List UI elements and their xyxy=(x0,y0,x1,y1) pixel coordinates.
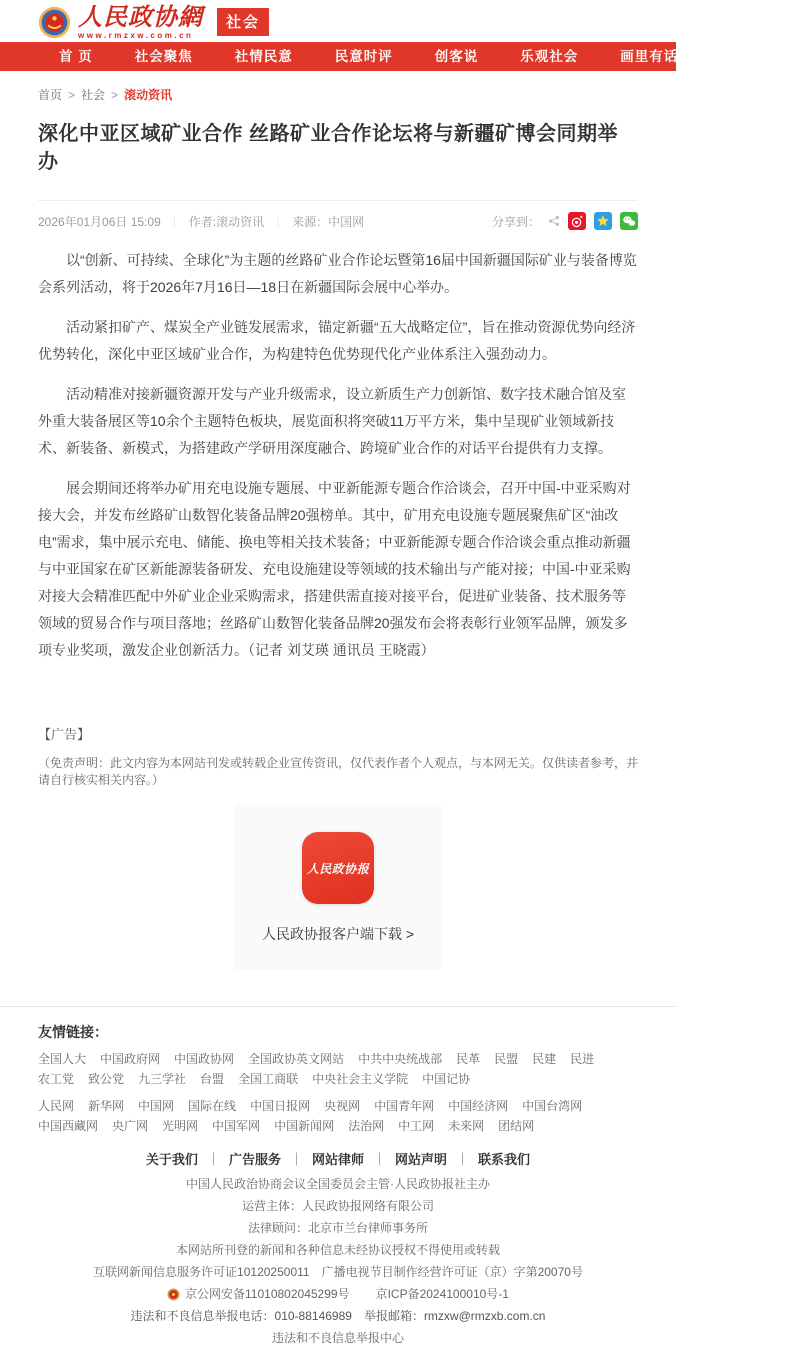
friend-link[interactable]: 法治网 xyxy=(348,1119,385,1133)
nav-item[interactable]: 社情民意 xyxy=(234,49,293,64)
friend-links-title: 友情链接： xyxy=(38,1024,108,1040)
footer-line-sponsor: 中国人民政治协商会议全国委员会主管·人民政协报社主办 xyxy=(186,1177,490,1191)
app-download-link[interactable]: 人民政协报客户端下载 > xyxy=(261,926,415,942)
ad-label: 【广告】 xyxy=(38,727,91,742)
friend-link[interactable]: 央视网 xyxy=(324,1099,361,1113)
breadcrumb-separator: > xyxy=(68,88,76,102)
site-url: www.rmzxw.com.cn xyxy=(78,31,194,40)
breadcrumb-channel[interactable]: 社会 xyxy=(81,88,106,102)
police-badge-icon xyxy=(167,1288,180,1301)
article-source: ｜ 来源：中国网 xyxy=(264,215,364,229)
site-logo[interactable] xyxy=(78,6,203,40)
friend-link[interactable]: 央广网 xyxy=(112,1119,149,1133)
friend-link[interactable]: 民革 xyxy=(456,1052,481,1066)
share-label: 分享到： xyxy=(491,214,540,229)
footer-menu-item[interactable]: 关于我们 xyxy=(145,1152,198,1167)
friend-link[interactable]: 中国记协 xyxy=(422,1072,471,1086)
nav-item[interactable]: 画里有话 xyxy=(620,49,679,64)
article-meta xyxy=(38,213,364,230)
article-paragraph: 以“创新、可持续、全球化”为主题的丝路矿业合作论坛暨第16届中国新疆国际矿业与装备博览会系列活动，将于2026年7月16日—18日在新疆国际会展中心举办。 xyxy=(38,252,637,295)
friend-link[interactable]: 民建 xyxy=(532,1052,557,1066)
article-date: 2026年01月06日 15:09 xyxy=(38,214,161,229)
friend-link[interactable]: 中国军网 xyxy=(212,1119,261,1133)
gongan-beian-link[interactable]: 京公网安备11010802045299号 xyxy=(185,1287,350,1301)
footer-menu xyxy=(38,1149,638,1168)
article-body xyxy=(38,247,638,664)
friend-link[interactable]: 中国经济网 xyxy=(448,1099,509,1113)
friend-link[interactable]: 全国工商联 xyxy=(238,1072,299,1086)
weibo-icon[interactable] xyxy=(568,212,586,230)
friend-link[interactable]: 中国新闻网 xyxy=(274,1119,335,1133)
friend-links-group-2 xyxy=(38,1096,638,1136)
site-name: 人民政协網 xyxy=(78,5,203,31)
nav-item[interactable]: 滚动资讯 xyxy=(720,49,779,64)
app-icon[interactable] xyxy=(302,832,374,904)
footer-line-legal: 法律顾问：北京市兰台律师事务所 xyxy=(247,1221,428,1235)
footer-line-operator: 运营主体：人民政协报网络有限公司 xyxy=(241,1199,434,1213)
app-promo-box xyxy=(234,804,442,970)
friend-link[interactable]: 未来网 xyxy=(448,1119,485,1133)
site-footer xyxy=(0,1006,676,1346)
friend-link[interactable]: 中央社会主义学院 xyxy=(312,1072,409,1086)
channel-badge[interactable]: 社会 xyxy=(217,8,269,36)
footer-menu-item[interactable]: ｜ 网站声明 xyxy=(364,1152,447,1167)
breadcrumb-separator: > xyxy=(111,88,119,102)
nav-item[interactable]: 创客说 xyxy=(434,49,479,64)
breadcrumb-home[interactable]: 首页 xyxy=(38,88,63,102)
footer-report-center-link[interactable] xyxy=(38,1331,638,1346)
site-header xyxy=(0,0,676,42)
friend-link[interactable]: 中国青年网 xyxy=(374,1099,435,1113)
footer-menu-item[interactable]: ｜ 广告服务 xyxy=(198,1152,281,1167)
footer-line-beian xyxy=(38,1287,638,1302)
friend-link[interactable]: 光明网 xyxy=(162,1119,199,1133)
nav-item[interactable]: 乐观社会 xyxy=(520,49,579,64)
friend-link[interactable]: 人民网 xyxy=(38,1099,75,1113)
friend-link[interactable]: 中国台湾网 xyxy=(522,1099,583,1113)
breadcrumb xyxy=(38,86,638,103)
friend-link[interactable]: 九三学社 xyxy=(138,1072,187,1086)
friend-link[interactable]: 民进 xyxy=(570,1052,595,1066)
main-nav xyxy=(0,42,779,71)
friend-link[interactable]: 中工网 xyxy=(398,1119,435,1133)
friend-link[interactable]: 新华网 xyxy=(88,1099,125,1113)
app-icon-text: 人民政协报 xyxy=(306,861,370,876)
article-paragraph: 活动紧扣矿产、煤炭全产业链发展需求，锚定新疆“五大战略定位”，旨在推动资源优势向经济优势转化，深化中亚区域矿业合作，为构建特色优势现代化产业体系注入强劲动力。 xyxy=(38,319,636,362)
icp-beian-link[interactable]: 京ICP备2024100010号-1 xyxy=(375,1287,509,1301)
nav-item[interactable]: 社会聚焦 xyxy=(134,49,193,64)
footer-line-report: 违法和不良信息举报电话：010-88146989 举报邮箱：rmzxw@rmzxb.com.cn xyxy=(130,1309,546,1323)
disclaimer-text: （免责声明：此文内容为本网站刊发或转载企业宣传资讯，仅代表作者个人观点，与本网无关。仅供读者参考，并请自行核实相关内容。） xyxy=(38,756,639,787)
footer-line-copyright: 本网站所刊登的新闻和各种信息未经协议授权不得使用或转载 xyxy=(175,1243,500,1257)
friend-link[interactable]: 中国西藏网 xyxy=(38,1119,99,1133)
article-title: 深化中亚区域矿业合作 丝路矿业合作论坛将与新疆矿博会同期举办 xyxy=(38,123,619,173)
friend-link[interactable]: 全国政协英文网站 xyxy=(248,1052,345,1066)
friend-link[interactable]: 台盟 xyxy=(200,1072,225,1086)
friend-link[interactable]: 全国人大 xyxy=(38,1052,87,1066)
friend-link[interactable]: 中国政协网 xyxy=(174,1052,235,1066)
footer-line-license: 互联网新闻信息服务许可证10120250011 广播电视节目制作经营许可证（京）字第20070号 xyxy=(93,1265,583,1279)
article-meta-row xyxy=(38,200,638,234)
report-center-link[interactable]: 违法和不良信息举报中心 xyxy=(271,1331,404,1345)
friend-link[interactable]: 中国政府网 xyxy=(100,1052,161,1066)
footer-menu-item[interactable]: ｜ 联系我们 xyxy=(447,1152,530,1167)
friend-link[interactable]: 民盟 xyxy=(494,1052,519,1066)
friend-link[interactable]: 农工党 xyxy=(38,1072,75,1086)
footer-menu-item[interactable]: ｜ 网站律师 xyxy=(281,1152,364,1167)
friend-link[interactable]: 中共中央统战部 xyxy=(358,1052,443,1066)
nav-item[interactable]: 民意时评 xyxy=(334,49,393,64)
nav-item[interactable]: 首 页 xyxy=(59,49,93,64)
article-paragraph: 展会期间还将举办矿用充电设施专题展、中亚新能源专题合作洽谈会，召开中国-中亚采购对接大会，并发布丝路矿山数智化装备品牌20强榜单。其中，矿用充电设施专题展聚焦矿区“油改电”需求，集中展示充电、储能、换电等相关技术装备；中亚新能源专题合作洽谈会重点推动新疆与中亚国家在矿区新能源装备研发、充电设施建设等领域的技术输出与产能对接；中国-中亚采购对接大会精准匹配中外矿业企业采购需求，搭建供需直接对接平台，促进矿业装备、技术服务等领域的贸易合作与项目落地；丝路矿山数智化装备品牌20强发布会将表彰行业领军品牌，颁发多项专业奖项，激发企业创新活力。（记者 刘艾瑛 通讯员 王晓霞） xyxy=(38,480,631,658)
friend-links-group-1 xyxy=(38,1049,638,1089)
share-box xyxy=(492,212,638,230)
qzone-icon[interactable] xyxy=(594,212,612,230)
wechat-icon[interactable] xyxy=(620,212,638,230)
footer-lines xyxy=(38,1177,638,1346)
share-nodes-icon[interactable] xyxy=(548,215,560,227)
breadcrumb-current: 滚动资讯 xyxy=(124,88,173,102)
friend-link[interactable]: 致公党 xyxy=(88,1072,125,1086)
friend-link[interactable]: 中国日报网 xyxy=(250,1099,311,1113)
friend-link[interactable]: 国际在线 xyxy=(188,1099,237,1113)
friend-link[interactable]: 团结网 xyxy=(498,1119,535,1133)
article-paragraph: 活动精准对接新疆资源开发与产业升级需求，设立新质生产力创新馆、数字技术融合馆及室外重大装备展区等10余个主题特色板块，展览面积将突破11万平方米，集中呈现矿业领域新技术、新装备、新模式，为搭建政产学研用深度融合、跨境矿业合作的对话平台提供有力支撑。 xyxy=(38,386,626,456)
friend-link[interactable]: 中国网 xyxy=(138,1099,175,1113)
article-author: ｜ 作者:滚动资讯 xyxy=(161,215,264,229)
cppcc-emblem-icon xyxy=(38,6,71,39)
